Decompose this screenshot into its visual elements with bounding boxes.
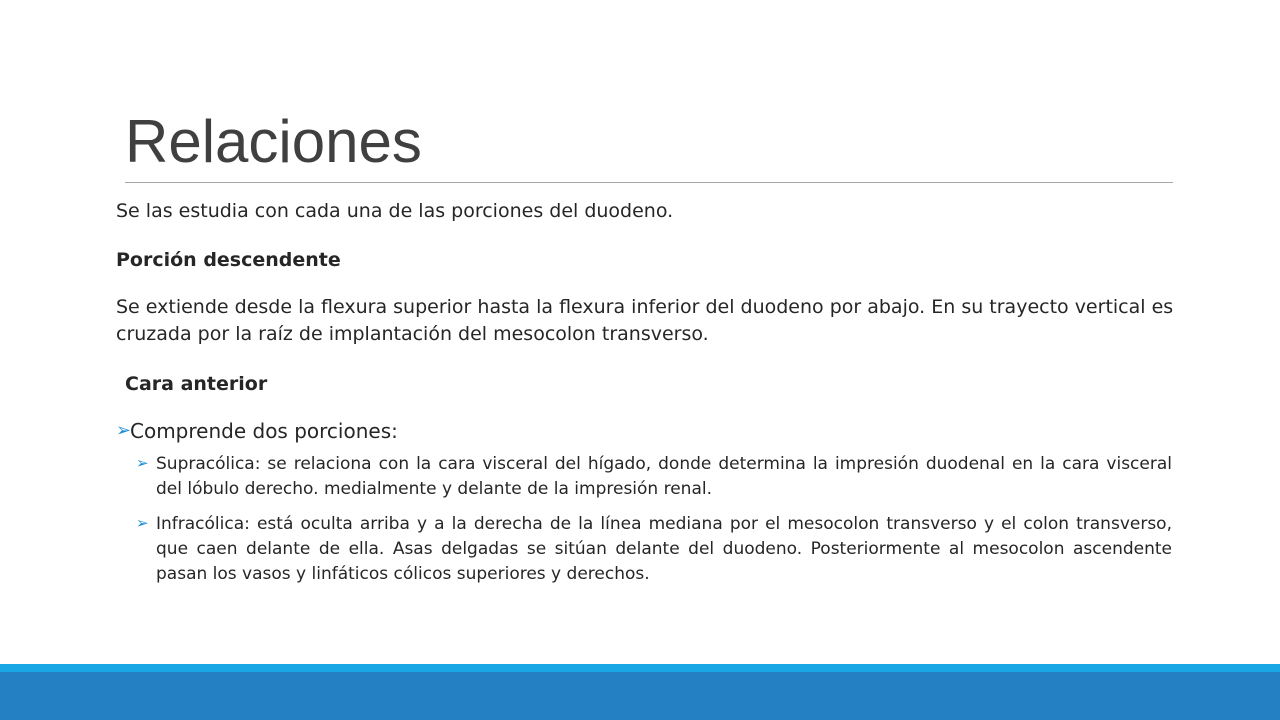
arrow-bullet-icon: ➢	[136, 514, 149, 532]
arrow-bullet-icon: ➢	[136, 454, 149, 472]
footer-stripe	[0, 664, 1280, 672]
intro-text: Se las estudia con cada una de las porciones del duodeno.	[116, 200, 674, 222]
sub-bullet-supracolica: Supracólica: se relaciona con la cara visceral del hígado, donde determina la impresión duodenal en la cara visceral del lóbulo derecho. medialmente y delante de la impresión renal.	[156, 454, 1172, 499]
bullet-main: Comprende dos porciones:	[130, 419, 398, 443]
title-divider	[125, 182, 1173, 183]
slide-title: Relaciones	[125, 108, 422, 175]
sub-bullet-infracolica: Infracólica: está oculta arriba y a la derecha de la línea mediana por el mesocolon transverso y el colon transverso, que caen delante de ella. Asas delgadas se sitúan delante del duodeno. Posteriormente al mesocolon ascendente pasan los vasos y linfáticos cólicos superiores y derechos.	[156, 514, 1172, 584]
section-heading: Porción descendente	[116, 249, 341, 271]
arrow-bullet-icon: ➢	[116, 420, 132, 441]
footer-bar	[0, 672, 1280, 720]
section-text: Se extiende desde la flexura superior hasta la flexura inferior del duodeno por abajo. En su trayecto vertical es cruzada por la raíz de implantación del mesocolon transverso.	[116, 296, 1174, 345]
subsection-heading: Cara anterior	[125, 373, 268, 395]
